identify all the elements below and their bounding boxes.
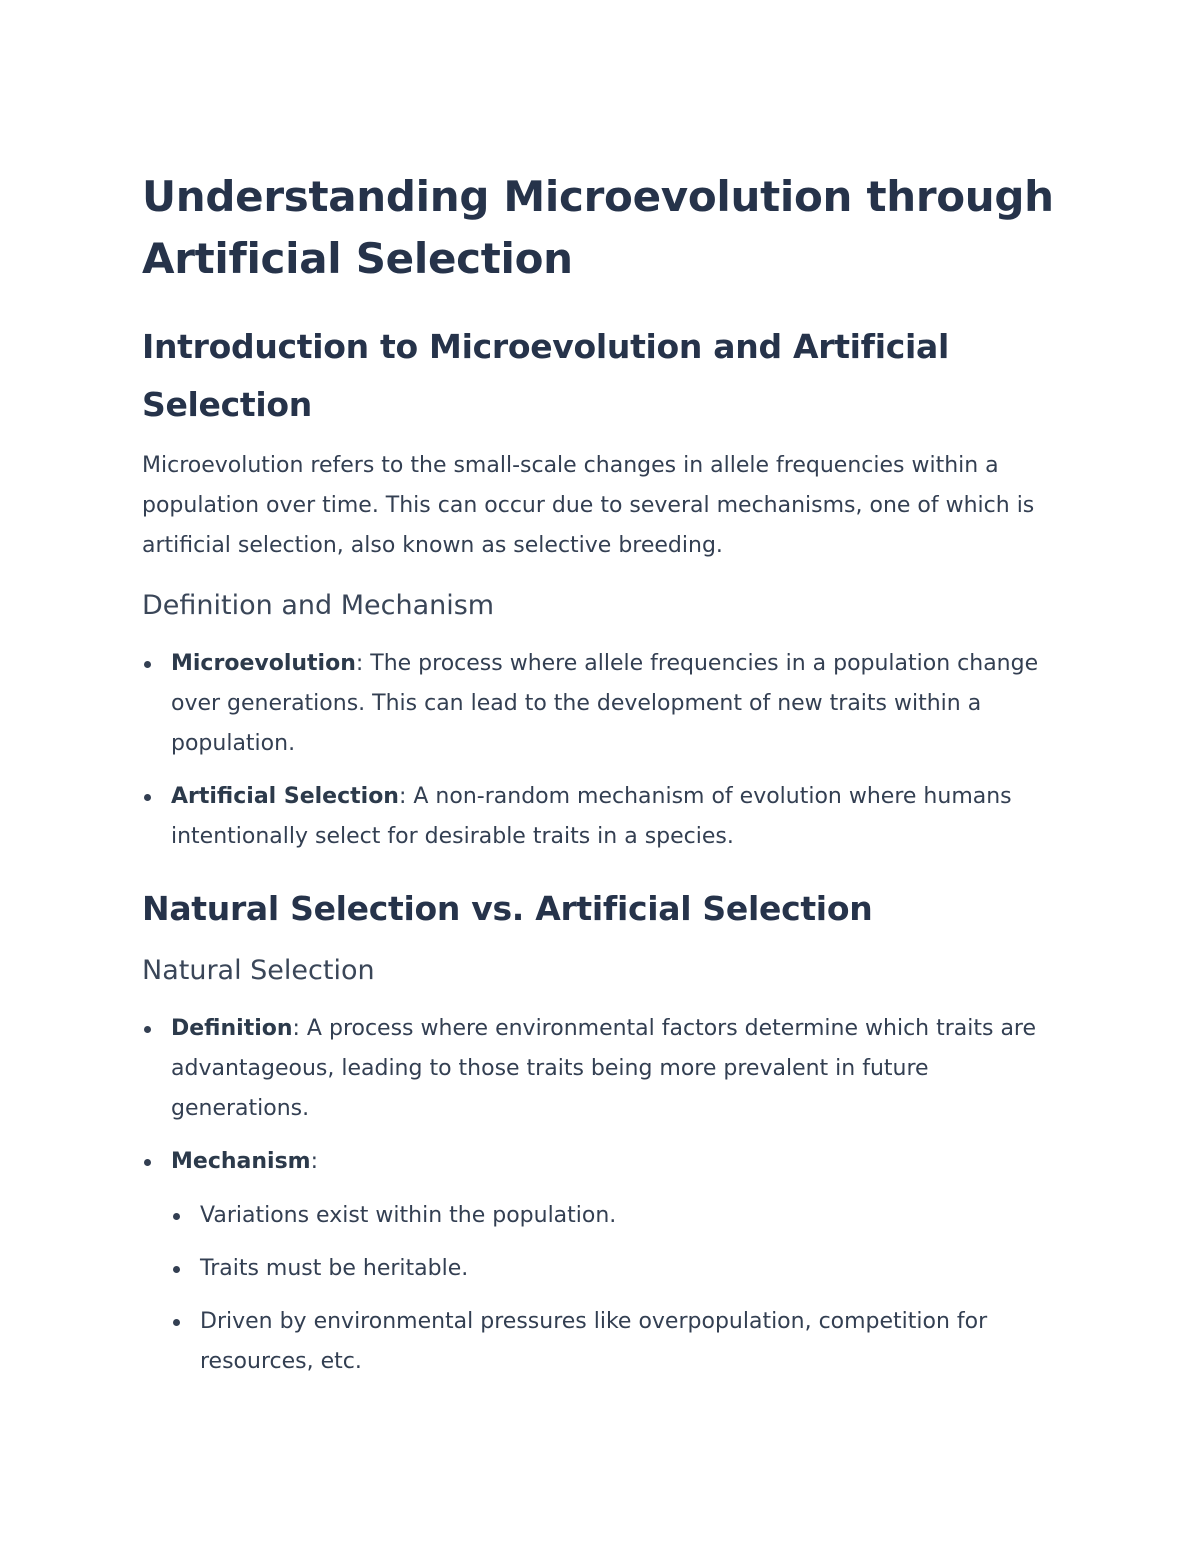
list-item-term: Artificial Selection — [171, 784, 399, 809]
natural-selection-list — [142, 1009, 1062, 1382]
sublist-item-text: Variations exist within the population. — [200, 1203, 617, 1228]
bullet-icon — [144, 661, 151, 668]
document-title: Understanding Microevolution through Artificial Selection — [142, 172, 1054, 283]
sublist-item-text: Traits must be heritable. — [200, 1256, 469, 1281]
sublist-item — [171, 1249, 1062, 1289]
section-heading-introduction: Introduction to Microevolution and Artificial Selection — [142, 327, 950, 424]
list-item-text: : The process where allele frequencies in a population change over generations. This can lead to the development of new traits within a population. — [171, 651, 1039, 756]
list-item-term: Definition — [171, 1016, 293, 1041]
document-page — [142, 166, 1062, 1395]
bullet-icon — [144, 1026, 151, 1033]
subsection-heading-definition-mechanism: Definition and Mechanism — [142, 590, 495, 621]
list-item-text: : A non-random mechanism of evolution where humans intentionally select for desirable traits in a species. — [171, 784, 1012, 849]
sublist-item — [171, 1196, 1062, 1236]
bullet-icon — [144, 794, 151, 801]
mechanism-sublist — [171, 1196, 1062, 1382]
list-item — [142, 1142, 1062, 1382]
list-item-term: Mechanism — [171, 1149, 311, 1174]
bullet-icon — [144, 1159, 151, 1166]
definition-list — [142, 644, 1062, 857]
intro-paragraph: Microevolution refers to the small-scale changes in allele frequencies within a population over time. This can occur due to several mechanisms, one of which is artificial selection, also known as selective breeding. — [142, 453, 1035, 558]
list-item — [142, 1009, 1062, 1129]
sublist-item-text: Driven by environmental pressures like overpopulation, competition for resources, etc. — [200, 1309, 988, 1374]
list-item — [142, 644, 1062, 764]
list-item-term: Microevolution — [171, 651, 356, 676]
bullet-icon — [173, 1319, 180, 1326]
list-item-text: : A process where environmental factors determine which traits are advantageous, leading to those traits being more prevalent in future generations. — [171, 1016, 1037, 1121]
subsection-heading-natural-selection: Natural Selection — [142, 955, 375, 986]
bullet-icon — [173, 1213, 180, 1220]
list-item-text: : — [310, 1149, 319, 1174]
bullet-icon — [173, 1266, 180, 1273]
list-item — [142, 777, 1062, 857]
sublist-item — [171, 1302, 1062, 1382]
section-heading-natural-vs-artificial: Natural Selection vs. Artificial Selection — [142, 889, 873, 928]
